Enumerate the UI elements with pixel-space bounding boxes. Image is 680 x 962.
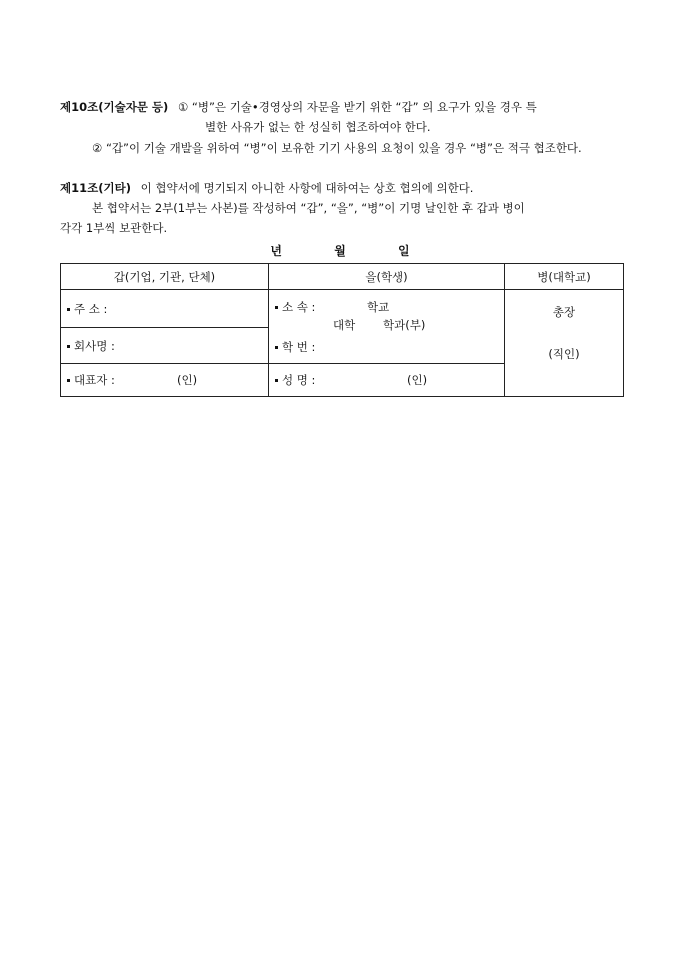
eul-affiliation-cell bbox=[269, 290, 505, 364]
eul-seal: (인) bbox=[407, 373, 428, 387]
table-row bbox=[61, 290, 624, 328]
article-10-line-2: 별한 사유가 없는 한 성실히 협조하여야 한다. bbox=[205, 120, 431, 134]
bullet-icon bbox=[275, 379, 278, 382]
closing-line-2: 각각 1부씩 보관한다. bbox=[60, 221, 168, 235]
signature-table bbox=[60, 263, 624, 397]
eul-department: 학과(부) bbox=[383, 318, 426, 332]
gap-address-label: 주 소 : bbox=[74, 301, 108, 316]
article-10-title: 제10조(기술자문 등) bbox=[60, 100, 169, 114]
gap-seal: (인) bbox=[177, 373, 198, 387]
article-10-line-1 bbox=[60, 100, 623, 114]
article-11-text: 이 협약서에 명기되지 아니한 사항에 대하여는 상호 협의에 의한다. bbox=[140, 181, 474, 195]
date-month: 월 bbox=[334, 244, 346, 258]
byeong-seal: (직인) bbox=[548, 347, 580, 361]
article-11-line bbox=[60, 181, 473, 195]
bullet-icon bbox=[275, 346, 278, 349]
article-10-paragraph-1: ① “병”은 기술•경영상의 자문을 받기 위한 “갑” 의 요구가 있을 경우 특 bbox=[177, 100, 537, 114]
gap-representative-cell bbox=[61, 364, 269, 397]
eul-student-id-label: 학 번 : bbox=[282, 340, 316, 354]
eul-name-label: 성 명 : bbox=[282, 373, 316, 387]
bullet-icon bbox=[67, 379, 70, 382]
byeong-cell bbox=[505, 290, 624, 397]
gap-company-label: 회사명 : bbox=[74, 338, 115, 353]
gap-address-cell bbox=[61, 290, 269, 328]
eul-school: 학교 bbox=[367, 300, 390, 314]
bullet-icon bbox=[67, 345, 70, 348]
gap-representative-label: 대표자 : bbox=[74, 373, 115, 387]
closing-line-1: 본 협약서는 2부(1부는 사본)를 작성하여 “갑”, “을”, “병”이 기명 날인한 후 갑과 병이 bbox=[92, 201, 525, 215]
article-10-paragraph-2: ② “갑”이 기술 개발을 위하여 “병”이 보유한 기기 사용의 요청이 있을 경우 “병”은 적극 협조한다. bbox=[92, 141, 582, 155]
bullet-icon bbox=[67, 308, 70, 311]
article-11-title: 제11조(기타) bbox=[60, 181, 131, 195]
date-row bbox=[0, 242, 680, 259]
header-gap: 갑(기업, 기관, 단체) bbox=[61, 264, 269, 290]
gap-company-cell bbox=[61, 328, 269, 364]
date-year: 년 bbox=[270, 244, 283, 258]
table-header-row bbox=[61, 264, 624, 290]
header-byeong: 병(대학교) bbox=[505, 264, 624, 290]
eul-name-cell bbox=[269, 364, 505, 397]
eul-university: 대학 bbox=[333, 318, 356, 332]
bullet-icon bbox=[275, 306, 278, 309]
header-eul: 을(학생) bbox=[269, 264, 505, 290]
date-day: 일 bbox=[397, 244, 410, 258]
byeong-president: 총장 bbox=[552, 305, 576, 319]
eul-affiliation-label: 소 속 : bbox=[282, 300, 316, 314]
